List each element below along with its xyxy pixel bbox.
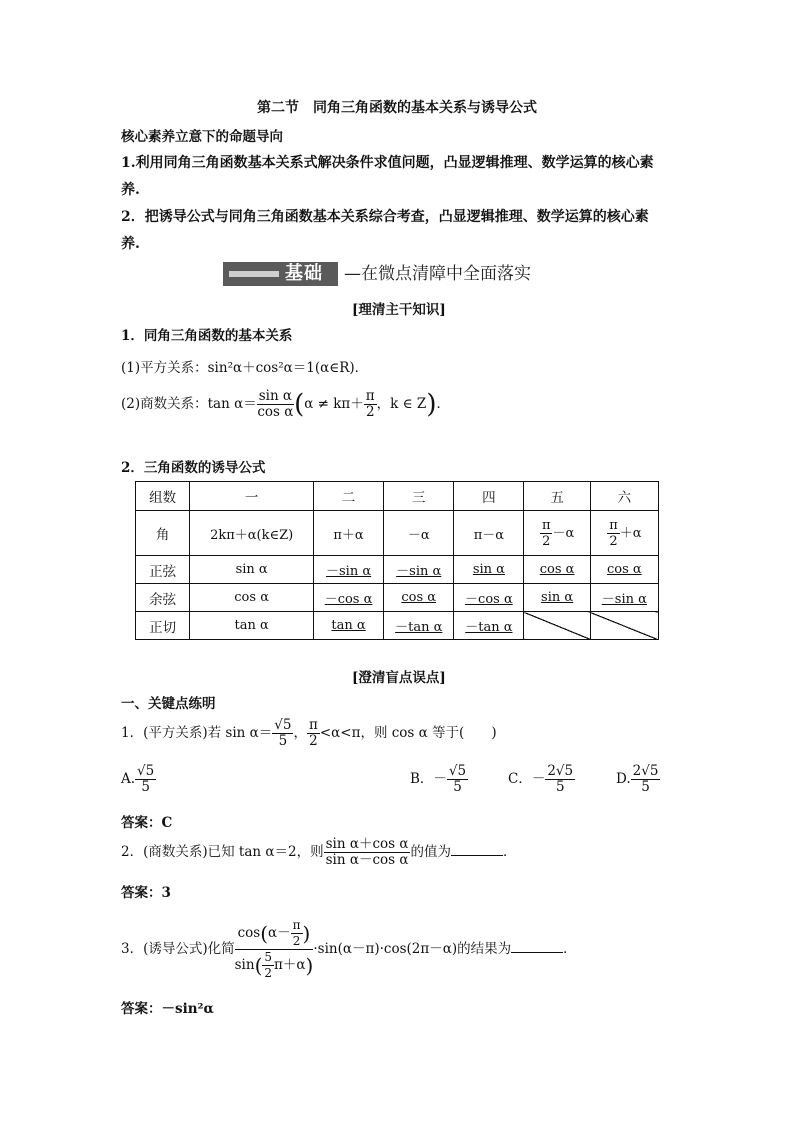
quotient-condition-fraction (364, 389, 377, 420)
value-cell: －cos α (313, 584, 383, 612)
question-2-lead: 2．(商数关系)已知 tan α＝2，则 (121, 844, 324, 860)
quotient-lhs: tan α＝ (207, 396, 257, 412)
value-cell: －sin α (384, 556, 454, 584)
header-cell: 二 (313, 482, 383, 511)
quotient-condition-pi: π (365, 388, 375, 404)
question-2-end: ． (502, 844, 517, 860)
table-row (136, 612, 659, 640)
question-3-lead: 3．(诱导公式)化简 (121, 941, 235, 957)
quotient-fraction (257, 389, 294, 420)
table-row (136, 584, 659, 612)
quotient-end: ． (436, 396, 450, 412)
quotient-numerator: sin α (258, 388, 293, 404)
value-cell: －cos α (454, 584, 524, 612)
square-relation-label: (1)平方关系： (121, 360, 208, 376)
quotient-relation-label: (2)商数关系： (121, 396, 208, 412)
question-3-den-rest: π＋α (274, 957, 306, 973)
question-3-two: 2 (292, 934, 301, 948)
option-d[interactable] (616, 764, 660, 795)
quotient-condition-pre: α ≠ kπ＋ (304, 396, 364, 412)
question-3-sin: sin (234, 957, 255, 973)
row-label: 正切 (136, 612, 190, 640)
option-c[interactable] (508, 764, 575, 795)
quotient-condition-post: ，k ∈ Z (376, 396, 427, 412)
option-b-sign: － (433, 771, 447, 787)
value-cell: －tan α (384, 612, 454, 640)
question-1-sqrt5: √5 (274, 717, 292, 733)
section-banner (223, 262, 338, 286)
banner-tail: —在微点清障中全面落实 (344, 264, 531, 284)
table-row (136, 556, 659, 584)
option-b[interactable] (410, 764, 468, 795)
question-1: 1．(平方关系)若 sin α＝ $\frac{√5}{5}$ ， $\frac{\pi}{2}$ <α<π，则 cos α 等于( ) (121, 717, 497, 749)
angle-cell: －α (384, 511, 454, 556)
value-cell: tan α (190, 612, 314, 640)
value-cell: cos α (524, 556, 590, 584)
section-subtitle: 核心素养立意下的命题导向 (121, 129, 283, 145)
question-1-range: <α<π，则 cos α 等于( ) (319, 725, 497, 741)
question-1-lead: 1．(平方关系)若 sin α＝ (121, 725, 273, 741)
header-cell: 三 (384, 482, 454, 511)
question-2-answer: 答案：3 (121, 885, 171, 901)
question-3-den-two: 2 (264, 966, 273, 980)
header-cell: 五 (524, 482, 590, 511)
value-cell: sin α (190, 556, 314, 584)
angle-6-two: 2 (609, 533, 618, 549)
option-a-numerator: √5 (137, 763, 155, 779)
value-cell: －sin α (313, 556, 383, 584)
angle-5-rest: －α (552, 525, 575, 541)
angle-5-pi: π (541, 517, 551, 533)
value-cell: －sin α (590, 584, 658, 612)
question-3-fraction (235, 918, 314, 981)
intro-point-1-line-1: 1.利用同角三角函数基本关系式解决条件求值问题，凸显逻辑推理、数学运算的核心素 (121, 155, 654, 171)
square-relation-formula: sin²α＋cos²α＝1(α∈R)． (207, 360, 369, 376)
angle-6-rest: ＋α (619, 525, 642, 541)
banner-stripe (229, 271, 279, 277)
quotient-condition-two: 2 (365, 404, 375, 420)
option-c-denominator: 5 (555, 779, 565, 795)
empty-slashed-cell (590, 612, 658, 640)
question-1-two: 2 (309, 733, 318, 749)
angle-cell: π＋α (313, 511, 383, 556)
value-cell: tan α (313, 612, 383, 640)
header-cell: 四 (454, 482, 524, 511)
option-c-label: C． (508, 771, 532, 787)
angle-cell: 2kπ＋α(k∈Z) (190, 511, 314, 556)
square-relation (121, 356, 368, 376)
header-cell: 六 (590, 482, 658, 511)
option-c-numerator: 2√5 (547, 763, 574, 779)
question-2-denominator: sin α－cos α (325, 852, 409, 868)
value-cell: cos α (384, 584, 454, 612)
option-d-denominator: 5 (641, 779, 650, 795)
quotient-denominator: cos α (257, 404, 294, 420)
angle-cell (590, 511, 658, 556)
option-b-denominator: 5 (453, 779, 462, 795)
row-label: 正弦 (136, 556, 190, 584)
banner-word: 基础 (285, 263, 323, 284)
angle-cell: π－α (454, 511, 524, 556)
question-3-num-inner: α－ (268, 925, 291, 941)
question-2-fraction (324, 837, 411, 868)
section-bracket-title: [理清主干知识] (352, 302, 446, 318)
question-1-pi: π (308, 717, 318, 733)
question-1-answer: 答案：C (121, 815, 173, 831)
intro-point-2-line-2: 养. (121, 236, 140, 252)
question-3-cos: cos (237, 925, 261, 941)
header-cell: 组数 (136, 482, 190, 511)
option-c-sign: － (531, 771, 546, 787)
question-2 (121, 837, 516, 868)
empty-slashed-cell (524, 612, 590, 640)
value-cell: －tan α (454, 612, 524, 640)
quotient-relation: (2)商数关系：tan α＝ $\frac{\text{sin α}}{\text{cos α}}$ (α ≠ kπ＋ $\frac{\pi}{2}$ ，k ∈ Z)． (121, 388, 450, 420)
angle-5-two: 2 (542, 533, 551, 549)
question-1-range-fraction (307, 718, 320, 749)
key-points-subtitle: 一、关键点练明 (121, 696, 216, 712)
value-cell: cos α (590, 556, 658, 584)
section-bracket-title-2: [澄清盲点误点] (352, 670, 446, 686)
question-2-numerator: sin α＋cos α (325, 836, 409, 852)
question-1-five: 5 (278, 733, 288, 749)
intro-point-2-line-1: 2．把诱导公式与同角三角函数基本关系综合考查，凸显逻辑推理、数学运算的核心素 (121, 209, 649, 225)
question-1-fraction (272, 718, 293, 749)
table-header-row (136, 482, 659, 511)
question-3-tail: ·sin(α－π)·cos(2π－α)的结果为 (313, 941, 512, 957)
question-2-tail: 的值为 (410, 844, 451, 860)
question-3-pi: π (292, 918, 301, 932)
table-row (136, 511, 659, 556)
question-3-five: 5 (264, 950, 273, 964)
option-b-label: B． (410, 771, 434, 787)
item-1-title: 1．同角三角函数的基本关系 (121, 328, 293, 344)
value-cell: sin α (524, 584, 590, 612)
option-d-label: D. (616, 771, 631, 787)
question-3-denominator: sin( $\frac{5}{2}$ π＋α) (234, 950, 314, 980)
angle-6-pi: π (609, 517, 618, 533)
value-cell: cos α (190, 584, 314, 612)
item-2-title: 2．三角函数的诱导公式 (121, 460, 266, 476)
induction-formula-table (135, 481, 659, 640)
question-3-answer: 答案：－sin²α (121, 1001, 214, 1017)
option-a-denominator: 5 (141, 779, 150, 795)
option-b-numerator: √5 (448, 763, 467, 779)
intro-point-1-line-2: 养. (121, 182, 140, 198)
answer-blank[interactable] (451, 843, 503, 856)
question-3-numerator: cos(α－ $\frac{\pi}{2}$ ) (235, 918, 314, 950)
question-3 (121, 918, 577, 981)
row-label: 余弦 (136, 584, 190, 612)
option-a-label: A. (121, 771, 136, 787)
value-cell: sin α (454, 556, 524, 584)
header-cell: 一 (190, 482, 314, 511)
question-3-end: ． (563, 941, 577, 957)
option-d-numerator: 2√5 (632, 763, 659, 779)
row-label: 角 (136, 511, 190, 556)
option-a[interactable] (121, 764, 156, 795)
angle-cell (524, 511, 590, 556)
answer-blank[interactable] (511, 940, 563, 953)
page-title: 第二节 同角三角函数的基本关系与诱导公式 (257, 100, 537, 116)
